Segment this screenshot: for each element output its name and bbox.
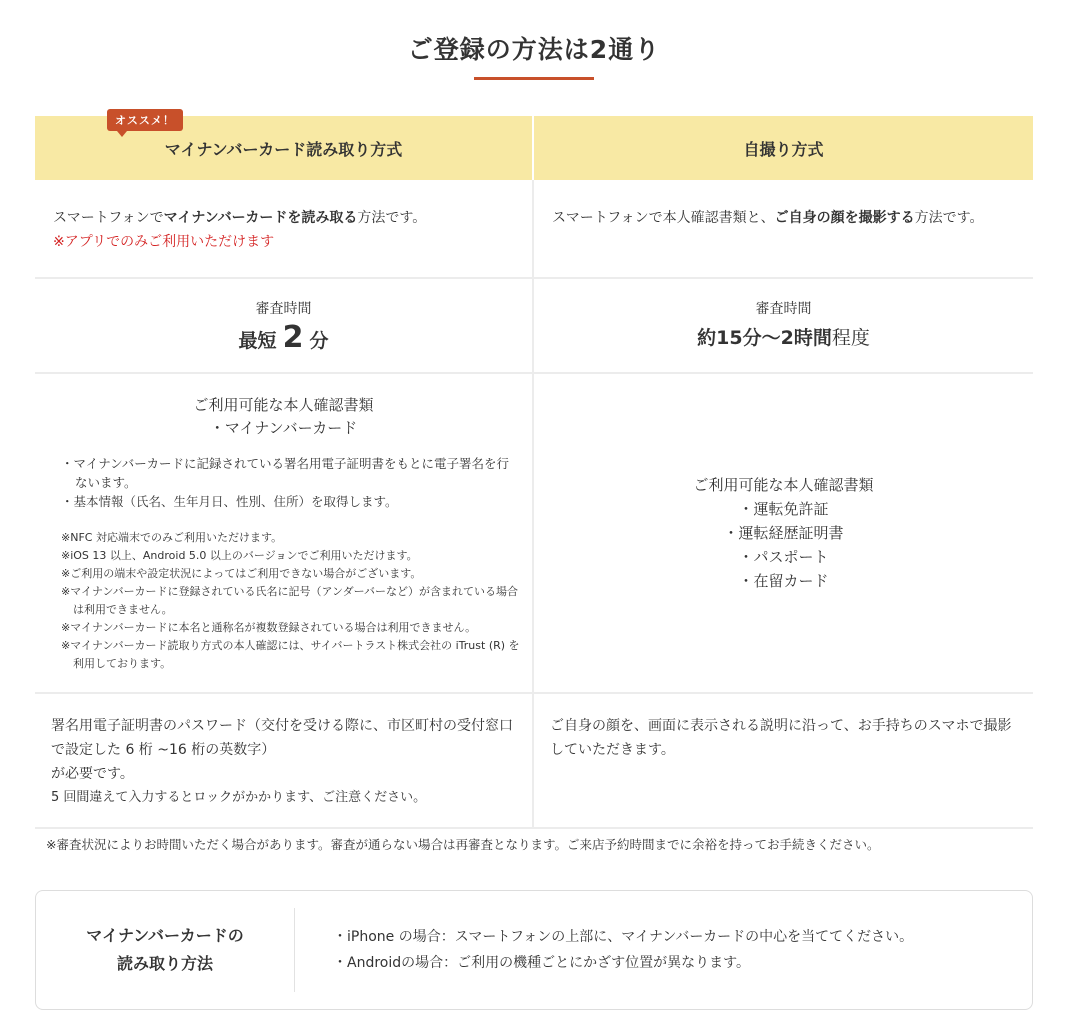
document-item: ・在留カード: [738, 572, 829, 590]
selfie-instruction: ご自身の顔を、画面に表示される説明に沿って、お手持ちのスマホで撮影していただきます。: [550, 718, 1012, 758]
lock-warning: 5 回間違えて入力するとロックがかかります、ご注意ください。: [51, 790, 427, 805]
header-selfie-label: 自撮り方式: [743, 139, 824, 159]
review-time-value: 約15分〜2時間程度: [697, 327, 870, 349]
header-mynumber-method: [35, 116, 534, 180]
password-requirement: 署名用電子証明書のパスワード（交付を受ける際に、市区町村の受付窓口で設定した 6 桁 ~16 桁の英数字）: [51, 718, 513, 758]
note-item: ※iOS 13 以上、Android 5.0 以上のバージョンでご利用いただけます。: [61, 549, 418, 562]
list-item: ・Androidの場合：ご利用の機種ごとにかざす位置が異なります。: [333, 955, 751, 971]
page-title: ご登録の方法は2通り: [407, 35, 661, 64]
description-row: [35, 180, 1033, 279]
selfie-requirements: [534, 694, 1033, 827]
review-time-value: 最短 2 分: [238, 320, 329, 355]
mynumber-documents: [35, 374, 534, 692]
mynumber-requirements: [35, 694, 534, 827]
table-header-row: [35, 116, 1033, 180]
selfie-description-text: スマートフォンで本人確認書類と、ご自身の顔を撮影する方法です。: [552, 210, 984, 226]
mynumber-bullets: [35, 454, 532, 511]
note-item: ※NFC 対応端末でのみご利用いただけます。: [61, 531, 283, 544]
review-footnote: ※審査状況によりお時間いただく場合があります。審査が通らない場合は再審査となります。ご来店予約時間までに余裕を持ってお手続きください。: [46, 837, 880, 852]
documents-heading: ご利用可能な本人確認書類: [193, 396, 374, 414]
selfie-documents: [534, 374, 1033, 692]
document-item: ・運転経歴証明書: [723, 524, 844, 542]
password-requirement-suffix: が必要です。: [51, 766, 134, 782]
note-item: ※ご利用の端末や設定状況によってはご利用できない場合がございます。: [61, 567, 422, 580]
mynumber-notes: [35, 529, 532, 673]
reading-method-list: [295, 924, 913, 976]
documents-row: [35, 374, 1033, 694]
reading-method-box: [35, 890, 1033, 1010]
note-item: ※マイナンバーカードに本名と通称名が複数登録されている場合は利用できません。: [61, 621, 477, 634]
note-item: ※マイナンバーカードに登録されている氏名に記号（アンダーバーなど）が含まれている場合は利用できません。: [61, 585, 519, 616]
review-time-row: [35, 279, 1033, 374]
review-time-label: 審査時間: [755, 301, 812, 317]
mynumber-description: [35, 180, 534, 277]
documents-heading: ご利用可能な本人確認書類: [693, 476, 874, 494]
app-only-note: ※アプリでのみご利用いただけます: [53, 234, 275, 250]
list-item: ・基本情報（氏名、生年月日、性別、住所）を取得します。: [61, 494, 398, 509]
list-item: ・iPhone の場合：スマートフォンの上部に、マイナンバーカードの中心を当ててください。: [333, 929, 914, 945]
document-item: ・マイナンバーカード: [209, 419, 358, 437]
note-item: ※マイナンバーカード読取り方式の本人確認には、サイバートラスト株式会社の iTrust (R) を利用しております。: [61, 639, 520, 670]
title-underline: [474, 77, 594, 80]
requirements-row: [35, 694, 1033, 827]
mynumber-description-text: スマートフォンでマイナンバーカードを読み取る方法です。: [53, 210, 427, 226]
reading-method-title: マイナンバーカードの 読み取り方法: [86, 926, 244, 973]
review-time-label: 審査時間: [255, 301, 312, 317]
document-item: ・パスポート: [738, 548, 829, 566]
comparison-table: [35, 116, 1033, 829]
header-mynumber-label: マイナンバーカード読み取り方式: [164, 139, 403, 159]
mynumber-review-time: [35, 279, 534, 372]
selfie-review-time: [534, 279, 1033, 372]
header-selfie-method: [534, 116, 1033, 180]
list-item: ・マイナンバーカードに記録されている署名用電子証明書をもとに電子署名を行ないます。: [61, 456, 510, 490]
recommended-badge: オススメ！: [107, 109, 183, 131]
selfie-description: [534, 180, 1033, 277]
document-item: ・運転免許証: [738, 500, 829, 518]
